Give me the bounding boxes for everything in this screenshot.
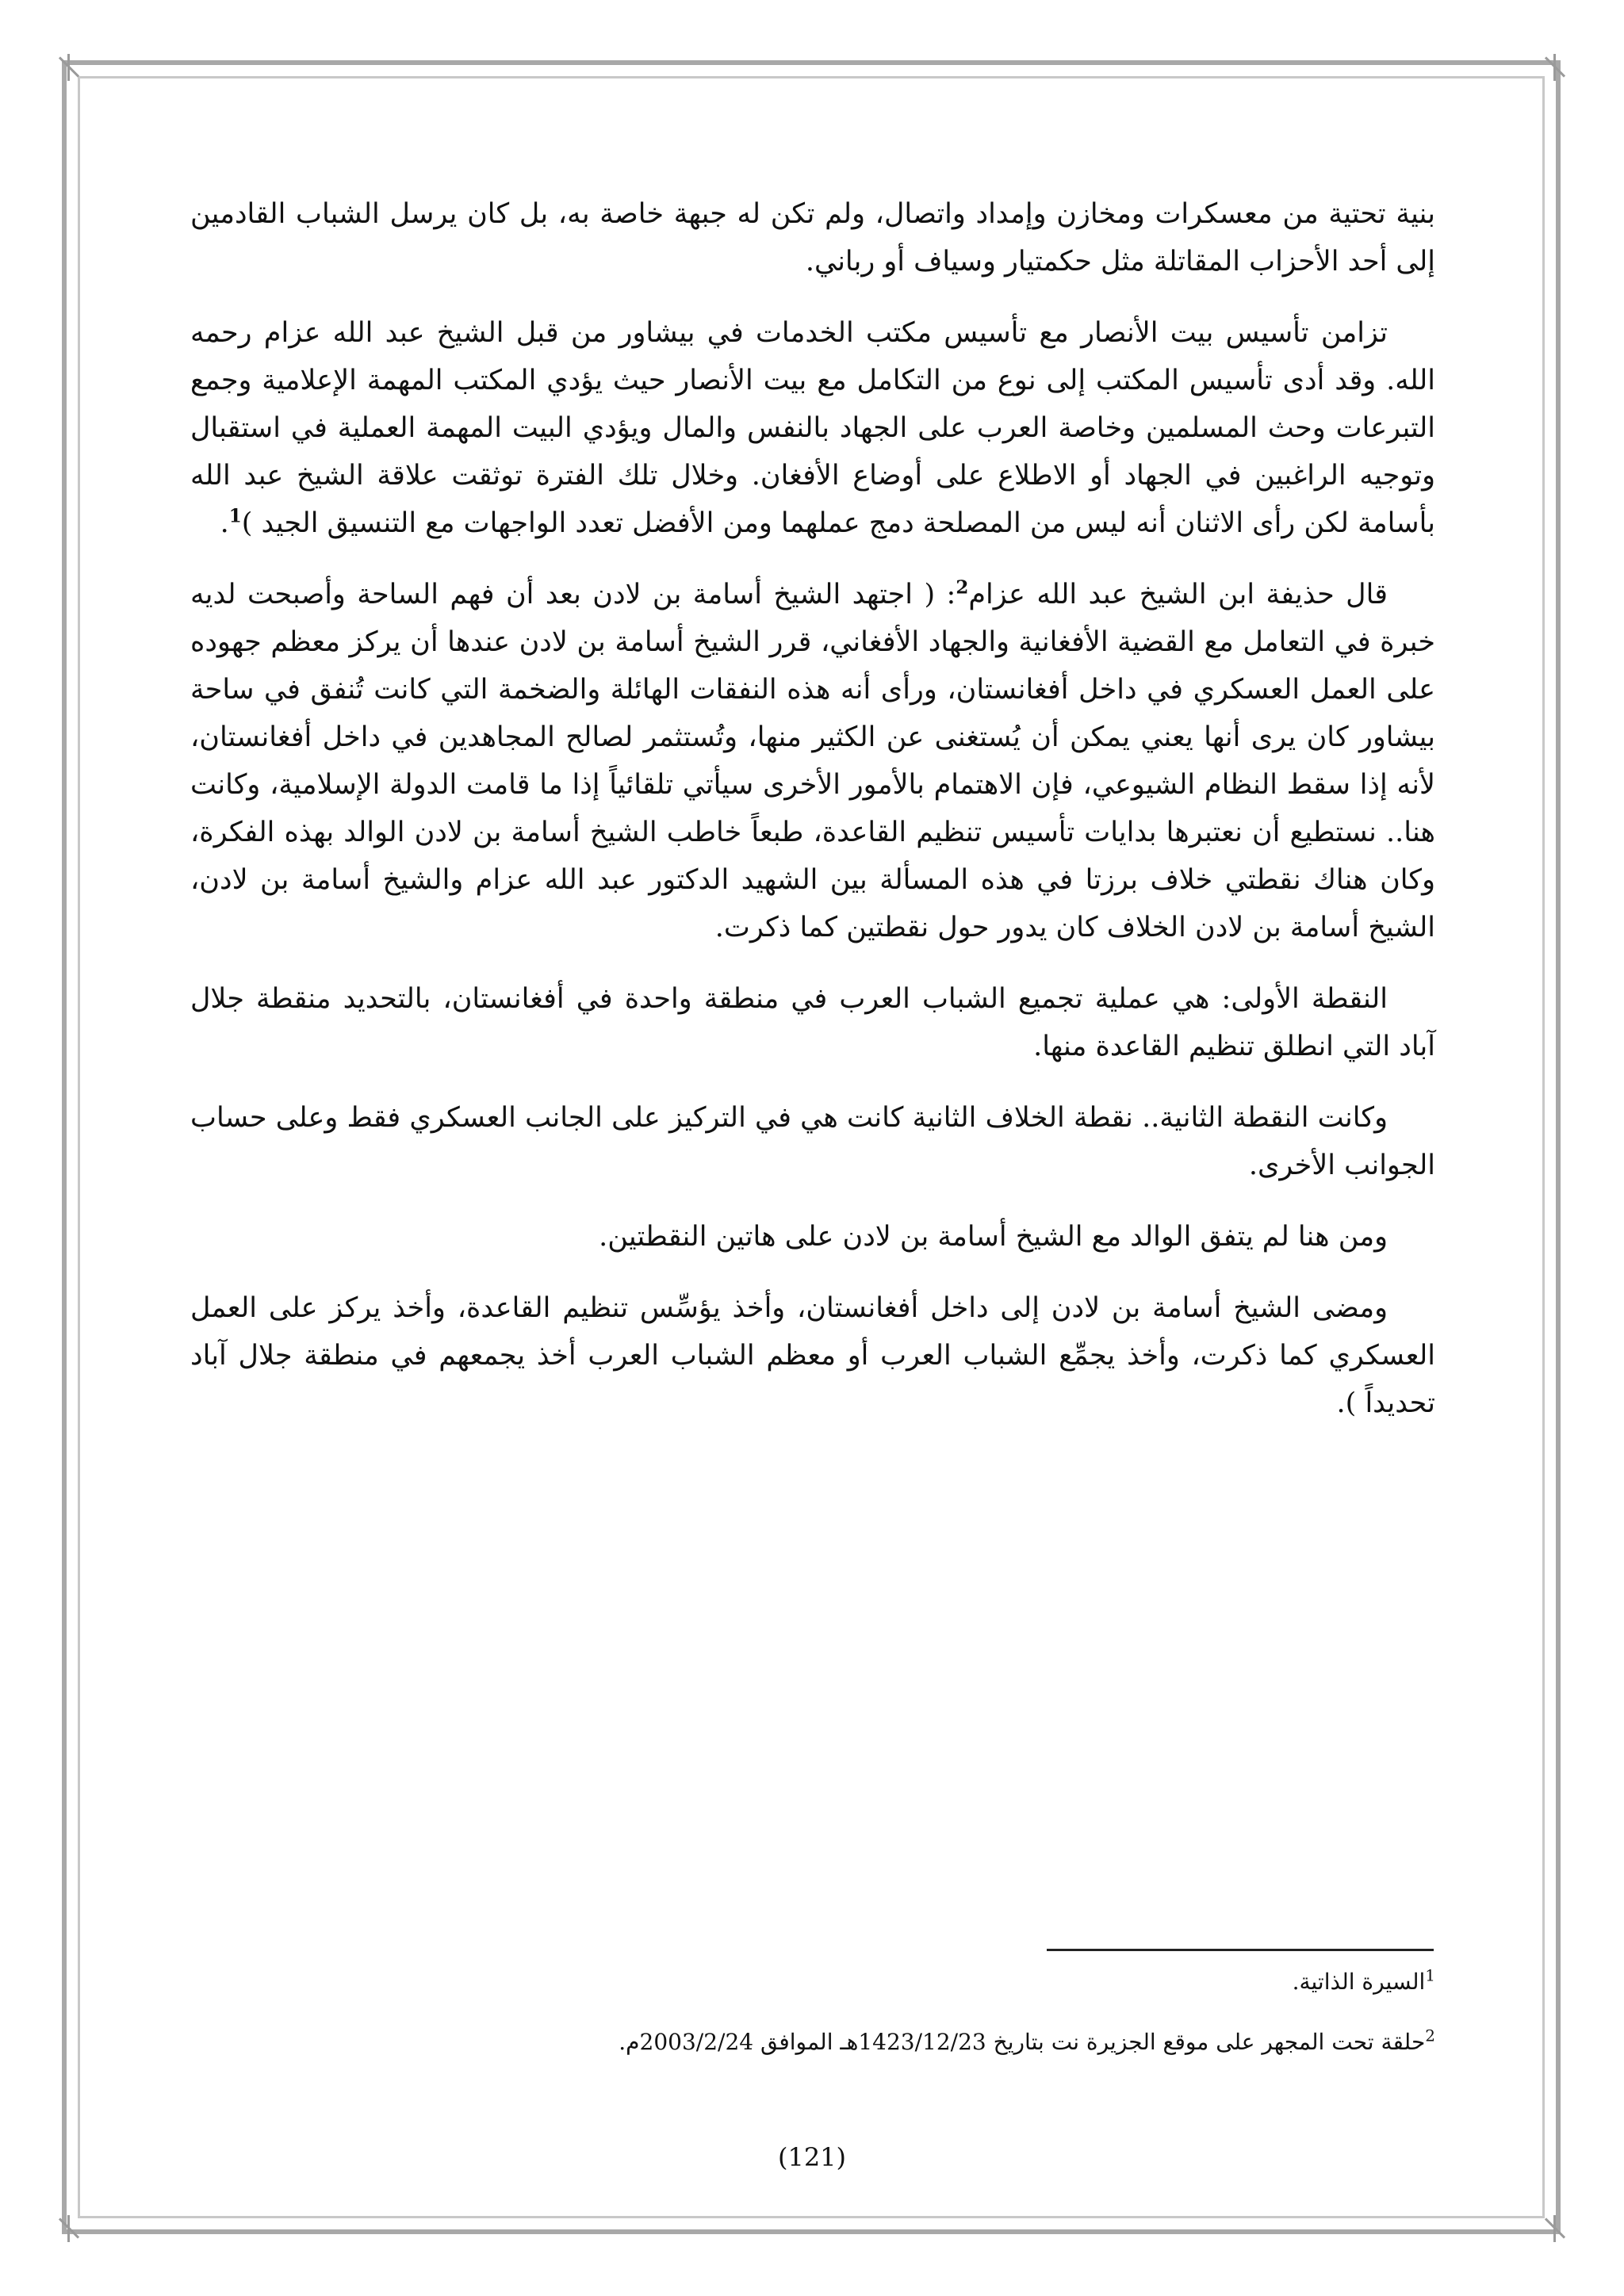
frame-corner-ornament — [56, 54, 82, 81]
footnote-reference[interactable]: 2 — [956, 576, 969, 599]
footnotes — [190, 1966, 1435, 2087]
paragraph-text: وكانت النقطة الثانية.. نقطة الخلاف الثانية كانت هي في التركيز على الجانب العسكري فقط وعلى حساب الجوانب الأخرى. — [190, 1102, 1435, 1181]
footnote-reference[interactable]: 1 — [228, 505, 242, 527]
frame-corner-ornament — [1542, 2215, 1568, 2242]
page-number: (121) — [777, 2142, 847, 2172]
paragraph-text: قال حذيفة ابن الشيخ عبد الله عزام — [968, 579, 1388, 610]
footnote — [190, 1966, 1435, 1998]
frame-corner-ornament — [1542, 54, 1568, 81]
footnote-marker: 2 — [1425, 2026, 1435, 2045]
paragraph-text: ومن هنا لم يتفق الوالد مع الشيخ أسامة بن لادن على هاتين النقطتين. — [599, 1221, 1388, 1253]
footnote-separator — [1047, 1949, 1434, 1951]
paragraph — [190, 571, 1435, 951]
footnote-text: السيرة الذاتية. — [1292, 1969, 1426, 1995]
paragraph — [190, 1284, 1435, 1427]
paragraph-text: بنية تحتية من معسكرات ومخازن وإمداد واتصال، ولم تكن له جبهة خاصة به، بل كان يرسل الشباب القادمين إلى أحد الأحزاب المقاتلة مثل حكمتيار وسياف أو رباني. — [190, 198, 1435, 277]
paragraph-text: تزامن تأسيس بيت الأنصار مع تأسيس مكتب الخدمات في بيشاور من قبل الشيخ عبد الله عزام رحمه الله. وقد أدى تأسيس المكتب إلى نوع من التكامل مع بيت الأنصار حيث يؤدي المكتب المهمة الإعلامية وجمع التبرعات وحث المسلمين وخاصة العرب على الجهاد بالنفس والمال ويؤدي البيت المهمة العملية في استقبال وتوجيه الراغبين في الجهاد أو الاطلاع على أوضاع الأفغان. وخلال تلك الفترة توثقت علاقة الشيخ عبد الله بأسامة لكن رأى الاثنان أنه ليس من المصلحة دمج عملهما ومن الأفضل تعدد الواجهات مع التنسيق الجيد ) — [190, 317, 1435, 539]
paragraph — [190, 190, 1435, 285]
paragraph — [190, 1094, 1435, 1189]
paragraph-text: ومضى الشيخ أسامة بن لادن إلى داخل أفغانستان، وأخذ يؤسِّس تنظيم القاعدة، وأخذ يركز على العمل العسكري كما ذكرت، وأخذ يجمِّع الشباب العرب أو معظم الشباب العرب أخذ يجمعهم في منطقة جلال آباد تحديداً ). — [190, 1292, 1435, 1419]
paragraph-text: النقطة الأولى: هي عملية تجميع الشباب العرب في منطقة واحدة في أفغانستان، بالتحديد منقطة جلال آباد التي انطلق تنظيم القاعدة منها. — [190, 983, 1435, 1062]
paragraph — [190, 1213, 1435, 1261]
paragraph-text: . — [220, 507, 229, 539]
frame-corner-ornament — [56, 2215, 82, 2242]
paragraph — [190, 975, 1435, 1070]
footnote-text: حلقة تحت المجهر على موقع الجزيرة نت بتاريخ 1423/12/23هـ الموافق 2003/2/24م. — [619, 2029, 1426, 2055]
paragraph-text: : ( اجتهد الشيخ أسامة بن لادن بعد أن فهم الساحة وأصبحت لديه خبرة في التعامل مع القضية الأفغانية والجهاد الأفغاني، قرر الشيخ أسامة بن لادن عندها أن يركز معظم جهوده على العمل العسكري في داخل أفغانستان، ورأى أنه هذه النفقات الهائلة والضخمة التي كانت تُنفق في ساحة بيشاور كان يرى أنها يعني يمكن أن يُستغنى عن الكثير منها، وتُستثمر لصالح المجاهدين في داخل أفغانستان، لأنه إذا سقط النظام الشيوعي، فإن الاهتمام بالأمور الأخرى سيأتي تلقائياً إذا ما قامت الدولة الإسلامية، وكانت هنا.. نستطيع أن نعتبرها بدايات تأسيس تنظيم القاعدة، طبعاً خاطب الشيخ أسامة بن لادن الوالد بهذه الفكرة، وكان هناك نقطتي خلاف برزتا في هذه المسألة بين الشهيد الدكتور عبد الله عزام والشيخ أسامة بن لادن، الشيخ أسامة بن لادن الخلاف كان يدور حول نقطتين كما ذكرت. — [190, 579, 1435, 943]
body-text — [190, 190, 1435, 1451]
footnote-marker: 1 — [1425, 1965, 1435, 1985]
footnote — [190, 2026, 1435, 2058]
paragraph — [190, 309, 1435, 547]
